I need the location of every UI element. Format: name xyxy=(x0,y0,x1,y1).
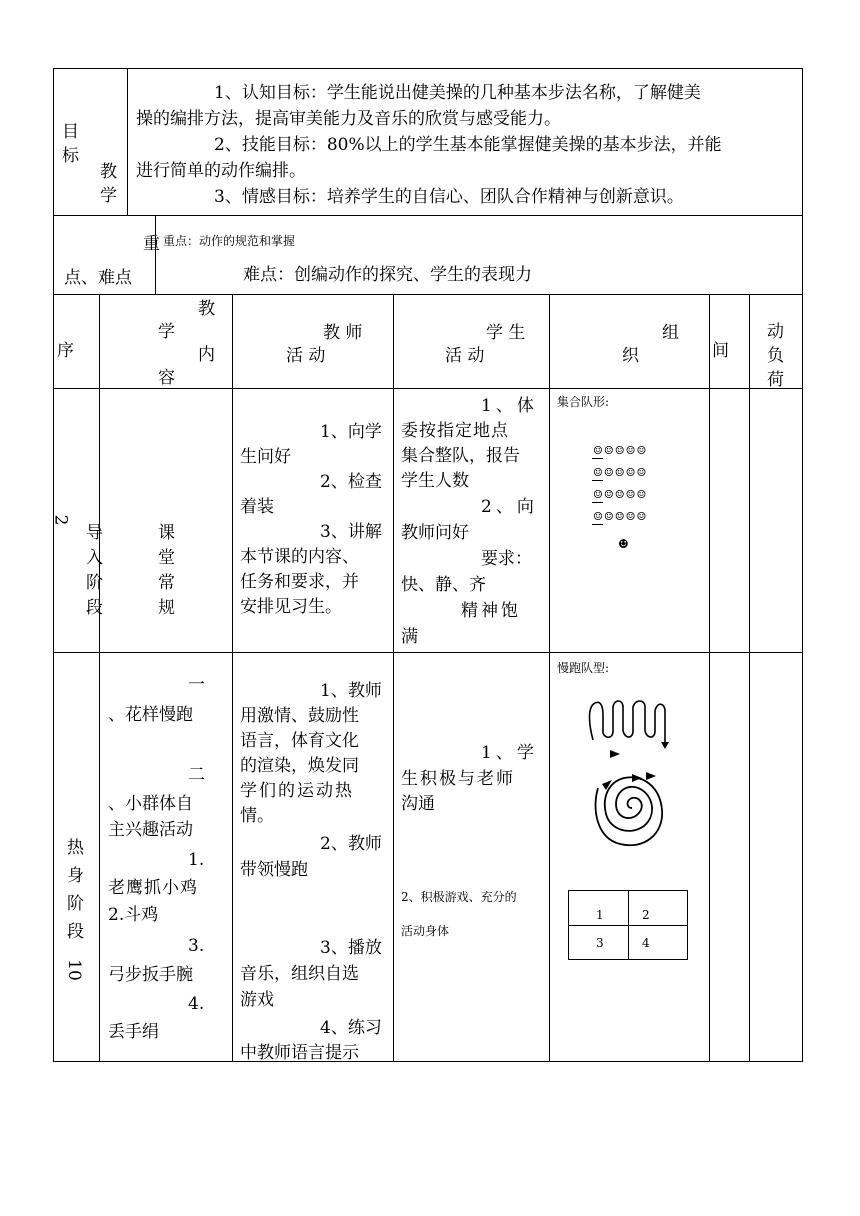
formation-row: ☺☺☺☺☺ xyxy=(593,488,648,501)
content-line: 主兴趣活动 xyxy=(108,820,193,840)
rule xyxy=(709,294,710,1062)
student-line: 沟通 xyxy=(401,794,435,814)
content-line: 弓步扳手腕 xyxy=(108,965,193,985)
stage-char: 段 xyxy=(86,598,103,618)
zone-label: 4 xyxy=(642,936,650,950)
teacher-line: 3、讲解 xyxy=(320,522,382,542)
stage-char: 阶 xyxy=(86,573,103,593)
difficult-point-text: 难点：创编动作的探究、学生的表现力 xyxy=(243,265,532,285)
formation-underline xyxy=(592,524,603,525)
org-label: 慢跑队型: xyxy=(557,661,610,675)
content-char: 规 xyxy=(158,598,175,618)
stage-number: 10 xyxy=(63,959,84,981)
student-line: 要求： xyxy=(481,549,532,569)
content-line: 、花样慢跑 xyxy=(108,705,193,725)
rule xyxy=(393,294,394,1062)
serpentine-path-diagram xyxy=(583,695,673,755)
zone-label: 3 xyxy=(596,936,604,950)
rule xyxy=(127,68,128,215)
header-content-3: 内 xyxy=(198,345,215,365)
stage-char: 导 xyxy=(86,523,103,543)
teacher-line: 2、检查 xyxy=(320,472,382,492)
header-load-1: 动 xyxy=(767,322,784,342)
content-line: 4. xyxy=(188,994,205,1014)
header-teacher-1: 教 师 xyxy=(323,323,363,343)
teacher-line: 情。 xyxy=(240,806,274,826)
teacher-line: 本节课的内容、 xyxy=(240,547,359,567)
content-line: 一 xyxy=(188,675,205,695)
rule xyxy=(802,68,803,1062)
objective-line: 3、情感目标：培养学生的自信心、团队合作精神与创新意识。 xyxy=(214,187,684,207)
teacher-line: 中教师语言提示 xyxy=(240,1043,359,1063)
formation-underline xyxy=(592,502,603,503)
objective-line: 进行简单的动作编排。 xyxy=(136,161,306,181)
student-line: 快、静、齐 xyxy=(401,575,486,595)
teacher-line: 1、教师 xyxy=(320,681,382,701)
header-student-2: 活 动 xyxy=(445,346,485,366)
student-line: 2、向 xyxy=(481,497,538,517)
content-line: 3. xyxy=(188,936,205,956)
rule xyxy=(569,925,687,926)
arrow-icon xyxy=(608,748,622,760)
rule xyxy=(53,294,803,295)
content-char: 常 xyxy=(158,573,175,593)
student-line: 1、体 xyxy=(481,396,538,416)
objective-line: 2、技能目标：80%以上的学生基本能掌握健美操的基本步法，并能 xyxy=(214,135,722,155)
teacher-line: 任务和要求，并 xyxy=(240,572,359,592)
header-content-2: 学 xyxy=(158,322,175,342)
teacher-line: 1、向学 xyxy=(320,422,382,442)
formation-row: ☺☺☺☺☺ xyxy=(593,466,648,479)
rule xyxy=(99,294,100,1062)
formation-underline xyxy=(592,480,603,481)
content-line: 、小群体自 xyxy=(108,794,193,814)
objectives-label-b xyxy=(100,160,120,208)
stage-char: 段 xyxy=(67,922,84,942)
content-line: 丢手绢 xyxy=(108,1022,159,1042)
content-line: 二 xyxy=(188,765,205,785)
objectives-label-b-text: 教学 xyxy=(100,162,117,206)
formation-underline xyxy=(592,458,603,459)
student-line: 集合整队，报告 xyxy=(401,446,520,466)
zone-label: 2 xyxy=(642,908,650,922)
header-org-1: 组 xyxy=(662,323,679,343)
student-note: 活动身体 xyxy=(401,924,450,938)
key-point-text: 重点：动作的规范和掌握 xyxy=(163,234,296,248)
content-line: 1. xyxy=(188,850,205,870)
org-label: 集合队形: xyxy=(557,395,610,409)
header-load-2: 负 xyxy=(767,346,784,366)
teacher-position-icon: ☻ xyxy=(618,537,630,551)
student-line: 精神饱 xyxy=(461,601,521,621)
teacher-line: 用激情、鼓励性 xyxy=(240,706,359,726)
zone-label: 1 xyxy=(596,908,604,922)
content-line: 老鹰抓小鸡 xyxy=(108,878,198,898)
header-student-1: 学 生 xyxy=(486,323,526,343)
student-line: 学生人数 xyxy=(401,471,469,491)
content-char: 堂 xyxy=(158,548,175,568)
teacher-line: 的渲染，焕发同 xyxy=(240,756,359,776)
stage-char: 阶 xyxy=(67,894,84,914)
rule xyxy=(53,215,803,216)
student-line: 1、学 xyxy=(481,743,538,763)
header-time: 间 xyxy=(712,341,729,361)
objectives-label-a: 目标 xyxy=(62,122,79,166)
header-content-4: 容 xyxy=(158,368,175,388)
teacher-line: 音乐，组织自选 xyxy=(240,964,359,984)
stage-number: 2 xyxy=(50,514,71,526)
formation-row: ☺☺☺☺☺ xyxy=(593,444,648,457)
objective-line: 操的编排方法，提高审美能力及音乐的欣赏与感受能力。 xyxy=(136,109,561,129)
teacher-line: 生问好 xyxy=(240,447,291,467)
student-note: 2、积极游戏、充分的 xyxy=(401,890,517,904)
keypoints-label-b: 点、难点 xyxy=(64,268,132,288)
teacher-line: 2、教师 xyxy=(320,834,382,854)
header-load-3: 荷 xyxy=(767,370,784,390)
keypoints-label-a: 重 xyxy=(143,234,160,254)
teacher-line: 语言，体育文化 xyxy=(240,731,359,751)
student-line: 满 xyxy=(401,627,418,647)
student-line: 委按指定地点 xyxy=(401,421,509,441)
teacher-line: 着装 xyxy=(240,497,274,517)
rule xyxy=(53,652,803,653)
student-line: 生积极与老师 xyxy=(401,769,515,789)
stage-char: 热 xyxy=(67,838,84,858)
header-teacher-2: 活 动 xyxy=(286,346,326,366)
rule xyxy=(232,294,233,1062)
rule xyxy=(53,68,803,69)
teacher-line: 学们的运动热 xyxy=(240,781,354,801)
teacher-line: 游戏 xyxy=(240,990,274,1010)
stage-char: 身 xyxy=(67,866,84,886)
formation-row: ☺☺☺☺☺ xyxy=(593,510,648,523)
rule xyxy=(749,294,750,1062)
activity-zone-grid xyxy=(568,890,688,960)
header-content-1: 教 xyxy=(198,299,215,319)
teacher-line: 带领慢跑 xyxy=(240,860,308,880)
rule xyxy=(549,294,550,1062)
objective-line: 1、认知目标：学生能说出健美操的几种基本步法名称，了解健美 xyxy=(214,83,701,103)
student-line: 教师问好 xyxy=(401,523,469,543)
stage-char: 入 xyxy=(86,548,103,568)
teacher-line: 4、练习 xyxy=(320,1018,382,1038)
header-org-2: 织 xyxy=(622,346,639,366)
content-line: 2.斗鸡 xyxy=(108,905,159,925)
content-char: 课 xyxy=(158,523,175,543)
rule xyxy=(53,68,54,1062)
spiral-path-diagram xyxy=(590,768,670,850)
teacher-line: 安排见习生。 xyxy=(240,597,342,617)
header-seq: 序 xyxy=(57,341,74,361)
rule xyxy=(53,1061,803,1062)
teacher-line: 3、播放 xyxy=(320,938,382,958)
